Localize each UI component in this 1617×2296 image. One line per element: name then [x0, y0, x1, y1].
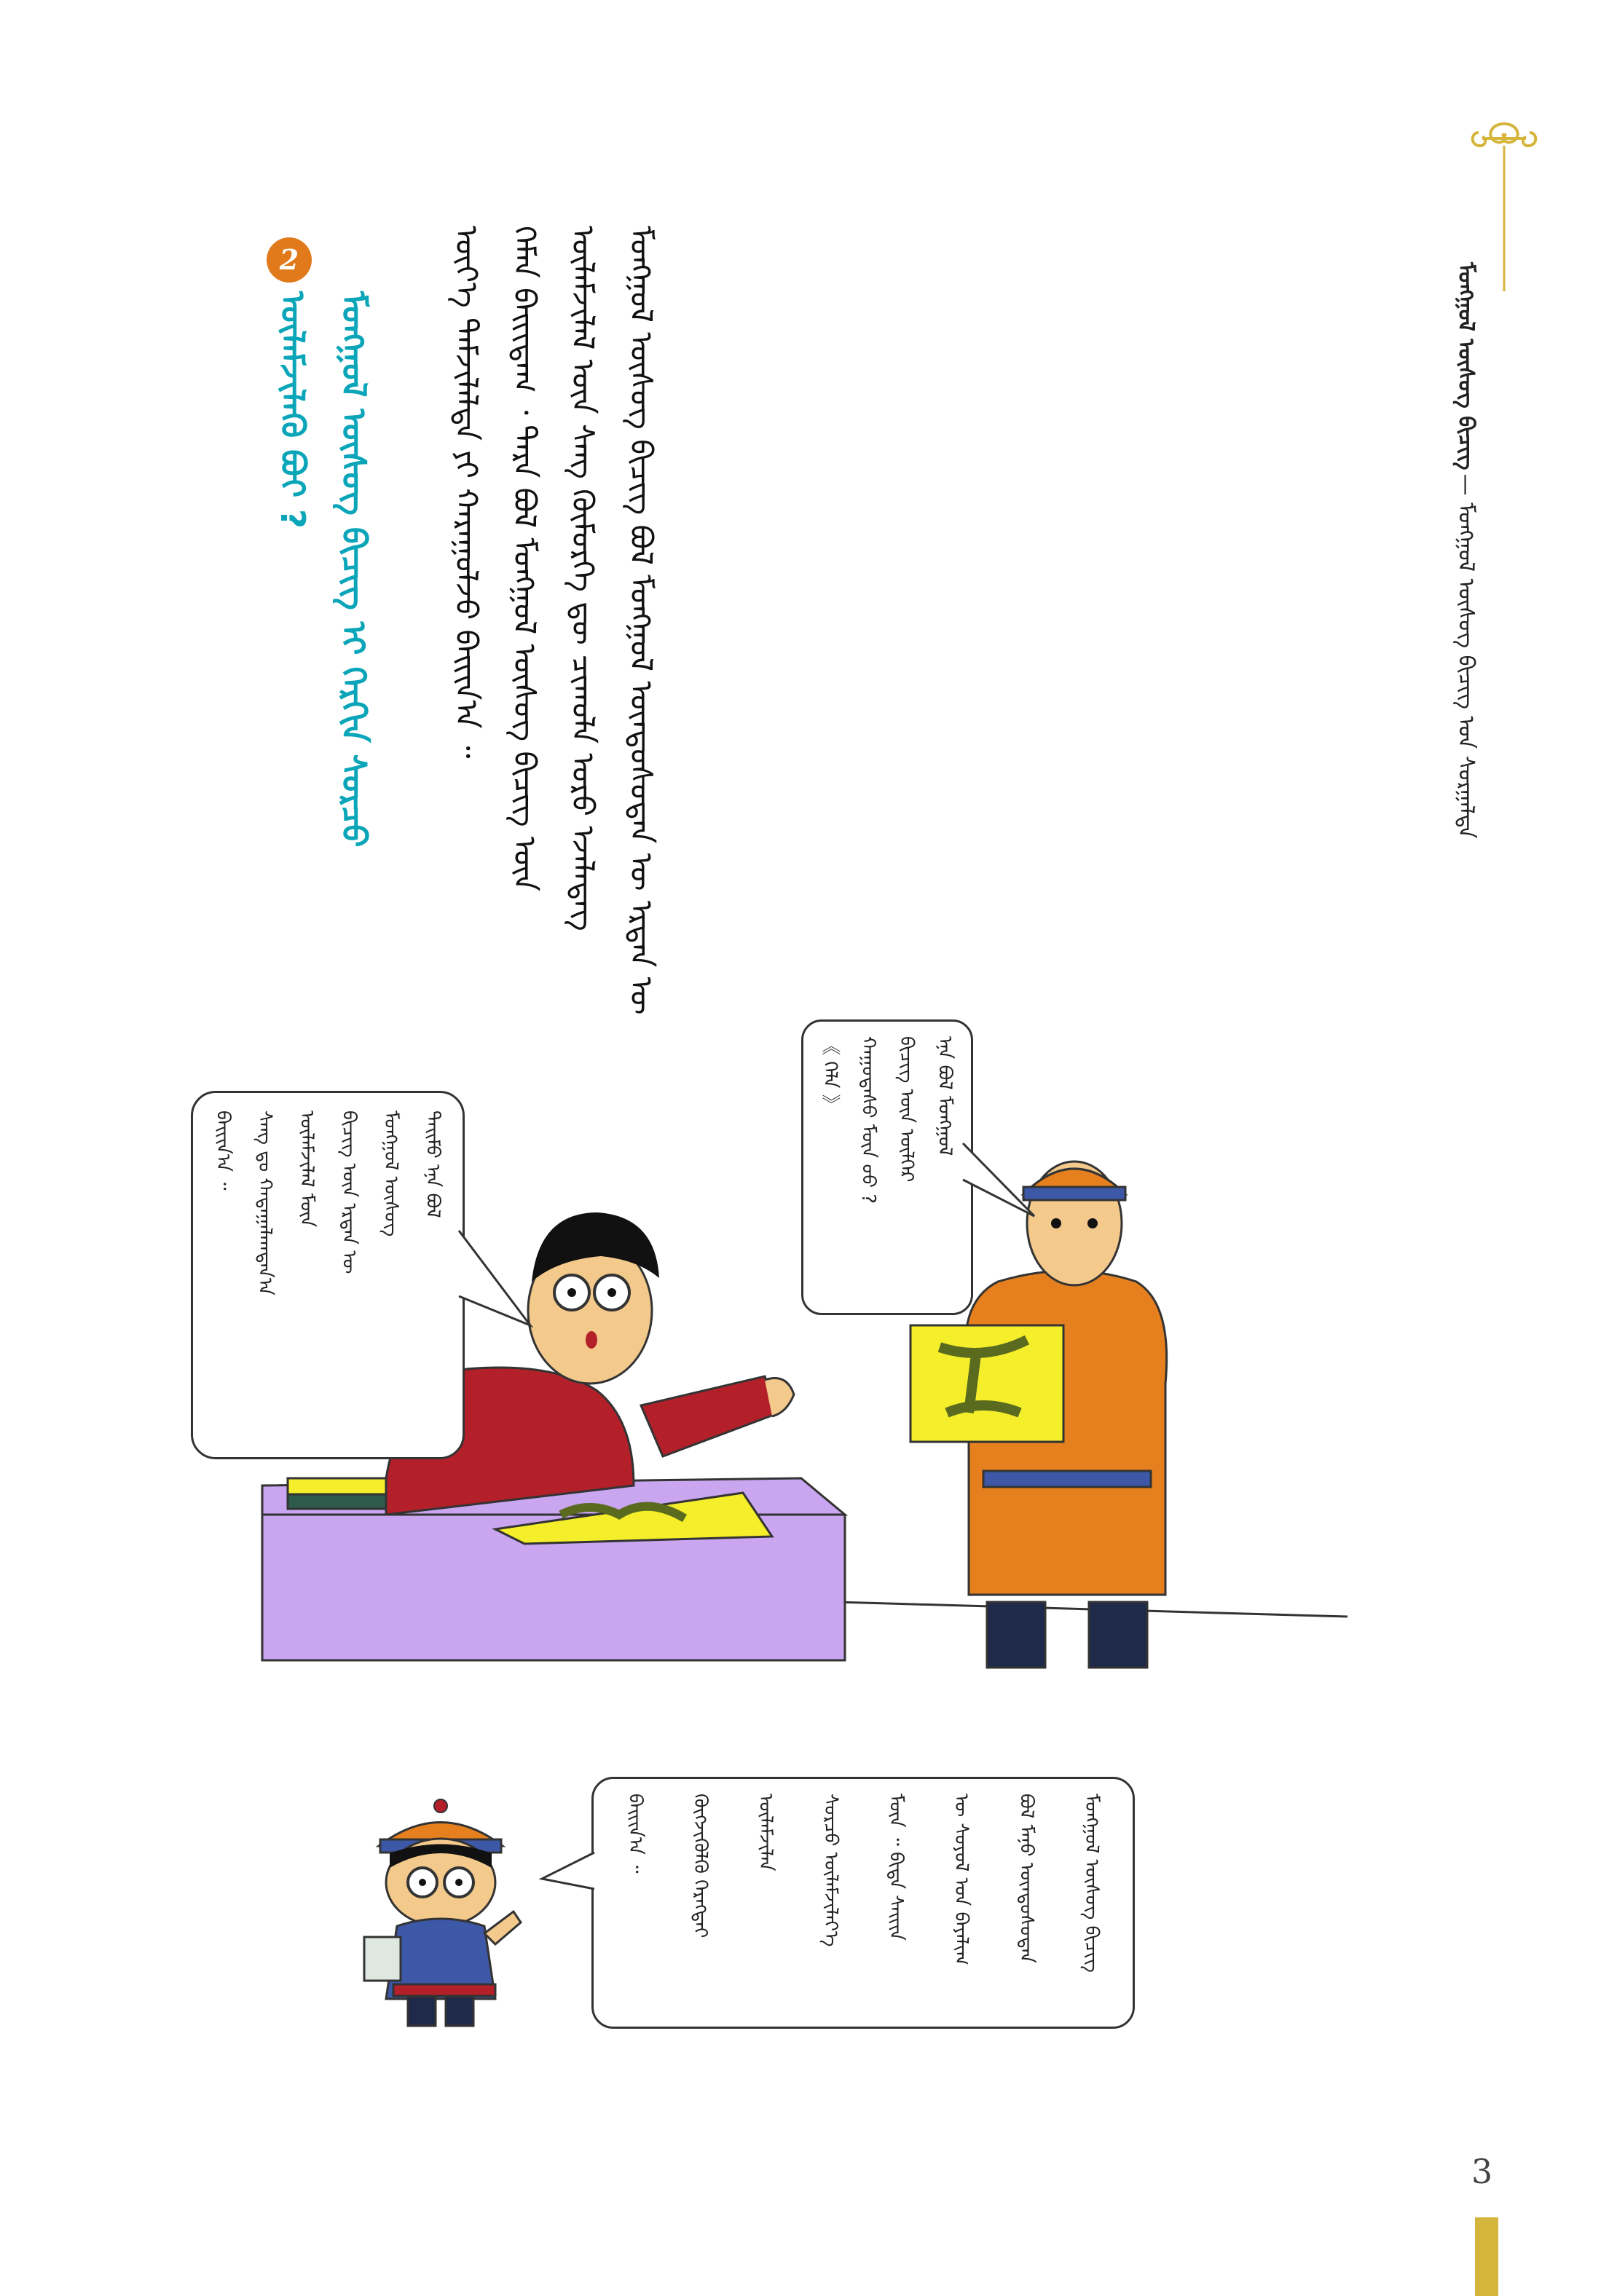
body-line: ᠦᠶ᠎ᠡ ᠳᠠᠮᠵᠢᠯᠠᠯᠲᠠ ᠶᠢ ᠬᠠᠷᠠᠭᠤᠯᠵᠤ ᠪᠠᠢᠢᠨ᠎ᠠ ᠃: [449, 226, 484, 759]
bubble-line: ᠬᠠᠭᠤᠳᠠᠰᠤ ᠮᠥᠨ ᠦᠦ ?: [857, 1036, 879, 1204]
bubble-line: 《 ᠬᠡᠯᠡ 》: [819, 1036, 841, 1113]
body-line: ᠦᠯᠡᠮᠵᠢᠯᠡᠯ ᠦᠨ ᠰᠠᠩ ᠬᠥᠮᠦᠷᠭᠡ ᠳᠦ ᠴᠢᠬᠤᠯᠠ ᠣᠷᠣ ᠡᠵᠡᠯᠡᠳᠡᠭ: [565, 226, 601, 931]
bubble-line: ᠡᠨᠡ ᠪᠣᠯ ᠮᠣᠩᠭᠣᠯ: [933, 1036, 956, 1156]
bubble-line: ᠮᠣᠩᠭᠣᠯ ᠦᠰᠦᠭ ᠪᠢᠴᠢᠭ: [1080, 1794, 1103, 1973]
table: [262, 1478, 845, 1660]
bubble-line: ᠬᠥᠭᠵᠢᠭᠦᠯᠬᠦ ᠬᠡᠷᠡᠭᠲᠡᠢ: [689, 1794, 712, 1938]
page-marker-bar: [1475, 2217, 1498, 2296]
body-paragraph: [437, 226, 670, 1015]
body-line: ᠮᠣᠩᠭᠣᠯ ᠦᠰᠦᠭ ᠪᠢᠴᠢᠭ ᠪᠣᠯ ᠮᠣᠩᠭᠣᠯ ᠦᠨᠳᠦᠰᠦᠲᠡᠨ ᠦ ᠡᠷᠲᠡᠨ ᠦ: [623, 226, 659, 1015]
speech-bubble-orange-man: [801, 1019, 973, 1315]
speech-bubble-tail: [961, 1136, 1049, 1223]
bubble-line: ᠪᠢᠴᠢᠭ ᠦᠨ ᠦᠯᠭᠡᠷ: [895, 1036, 918, 1183]
bubble-line: ᠰᠠᠩ ᠳᠤ ᠬᠠᠳᠠᠭᠠᠯᠠᠭᠳᠠᠨ᠎ᠠ: [253, 1110, 276, 1295]
bubble-line: ᠪᠠᠢᠢᠨ᠎ᠠ ᠃: [623, 1794, 646, 1874]
page-number: 3: [1471, 2152, 1493, 2191]
bubble-line: ᠦ ᠰᠣᠶᠣᠯ ᠤᠨ ᠪᠠᠶᠠᠯᠢᠭ: [950, 1794, 972, 1965]
body-line: ᠬᠡᠮᠡᠨ ᠪᠠᠢᠢᠳᠠᠭ ᠂ ᠲᠡᠷᠡ ᠪᠣᠯ ᠮᠣᠩᠭᠣᠯ ᠦᠰᠦᠭ ᠪᠢᠴᠢᠭ ᠦᠨ: [507, 226, 543, 891]
speech-bubble-tail: [539, 1850, 597, 1908]
question-line: ᠦᠯᠡᠮᠵᠢᠯᠡᠬᠦ ᠪᠤᠢ ?: [273, 291, 312, 529]
speech-bubble-boy: [591, 1777, 1135, 2029]
bubble-line: ᠰᠤᠷᠴᠤ ᠦᠯᠡᠮᠵᠢᠯᠡᠶ᠎ᠡ: [819, 1794, 842, 1947]
bubble-line: ᠮᠣᠩᠭᠣᠯ ᠦᠰᠦᠭ: [379, 1110, 402, 1237]
question-number-badge: 2: [267, 237, 312, 283]
bubble-line: ᠪᠠᠢᠢᠨ᠎ᠠ ᠃: [211, 1110, 234, 1191]
running-header: [1449, 262, 1515, 859]
bubble-line: ᠮᠥᠨ ᠃ ᠪᠢᠳᠡ ᠰᠠᠢᠢᠨ: [884, 1794, 907, 1941]
speech-bubble-red-man: [191, 1091, 465, 1459]
bubble-line: ᠦᠯᠡᠮᠵᠢᠯᠡᠯ ᠮᠥᠨ: [296, 1110, 318, 1228]
question-line: ᠮᠣᠩᠭᠣᠯ ᠦᠰᠦᠭ ᠪᠢᠴᠢᠭ ᠢ ᠬᠡᠷᠬᠢᠨ ᠰᠤᠷᠴᠤ: [334, 291, 374, 848]
bubble-line: ᠪᠢᠴᠢᠭ ᠦᠨ ᠡᠷᠲᠡᠨ ᠦ: [337, 1110, 360, 1274]
speech-bubble-tail: [457, 1223, 538, 1340]
running-header-title: ᠮᠣᠩᠭᠣᠯ ᠦᠰᠦᠭ ᠪᠢᠴᠢᠭ: [1453, 262, 1479, 470]
running-header-subtitle: — ᠮᠣᠩᠭᠣᠯ ᠦᠰᠦᠭ ᠪᠢᠴᠢᠭ᠌ ᠤᠨ ᠰᠤᠷᠭᠠᠯᠲᠠ: [1453, 473, 1479, 839]
bubble-line: ᠪᠣᠯ ᠮᠠᠨᠤ ᠦᠨᠳᠦᠰᠦᠲᠡᠨ: [1015, 1794, 1037, 1963]
boy-mascot: [350, 1799, 532, 2039]
bubble-line: ᠦᠯᠡᠮᠵᠢᠯᠡᠨ: [754, 1794, 776, 1871]
question-block: [262, 291, 385, 1019]
bubble-line: ᠲᠡᠢᠮᠦ ᠡᠨᠡ ᠪᠣᠯ: [422, 1110, 444, 1218]
